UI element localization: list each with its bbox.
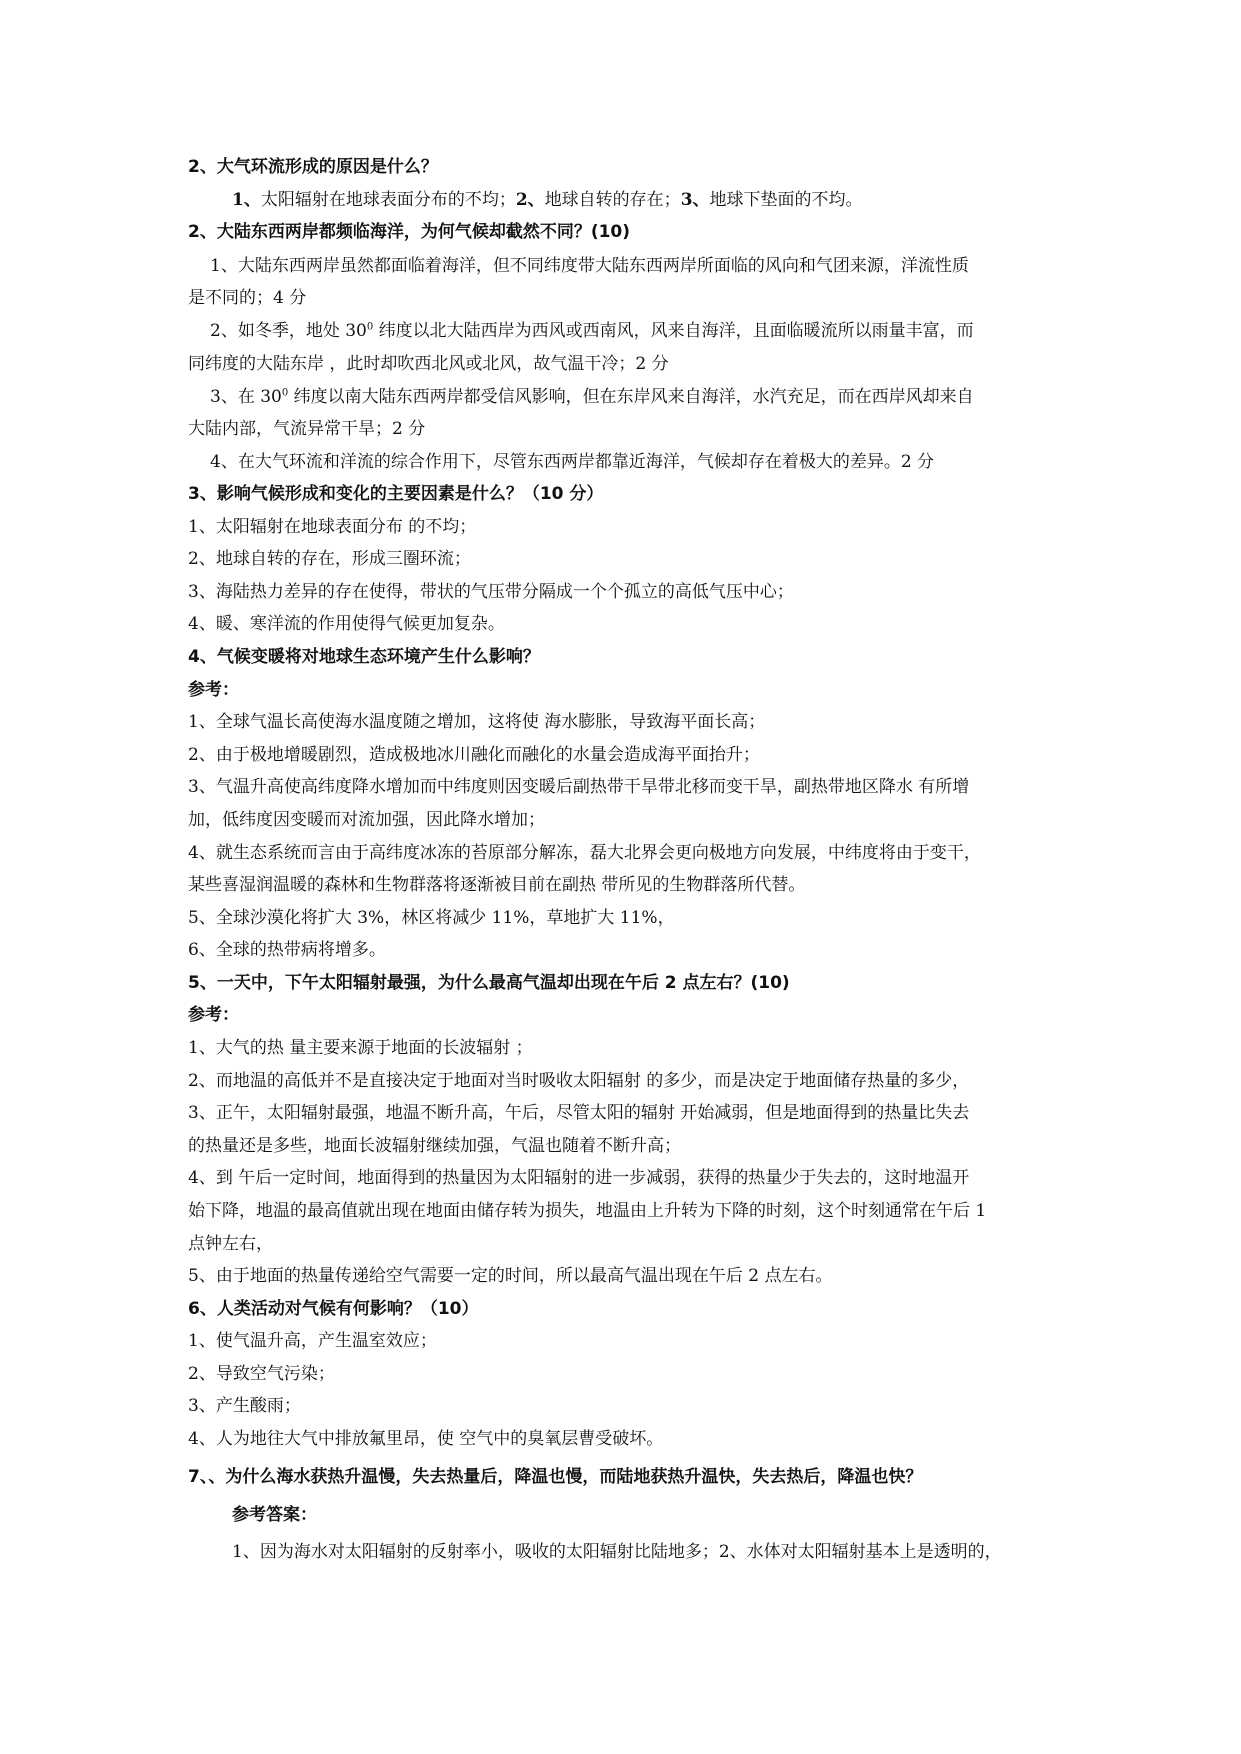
list-item: 4、人为地往大气中排放氟里昂，使 空气中的臭氧层曹受破坏。 [188, 1429, 664, 1449]
list-item: 加，低纬度因变暖而对流加强，因此降水增加； [188, 810, 545, 830]
list-item: 3、气温升高使高纬度降水增加而中纬度则因变暖后副热带干旱带北移而变干旱，副热带地区降水 有所增 [188, 777, 970, 797]
answer-number: 1、 [232, 190, 261, 210]
paragraph-line [210, 385, 974, 409]
paragraph-line: 是不同的；4 分 [188, 288, 307, 308]
answer-text: 地球下垫面的不均。 [709, 190, 863, 210]
list-item: 3、产生酸雨； [188, 1396, 301, 1416]
list-item: 2、地球自转的存在，形成三圈环流； [188, 549, 471, 569]
list-item: 点钟左右， [188, 1234, 273, 1254]
question-6-title: 6、人类活动对气候有何影响？（10） [188, 1299, 479, 1319]
paragraph-line: 大陆内部，气流异常干旱；2 分 [188, 419, 426, 439]
paragraph-line: 1、大陆东西两岸虽然都面临着海洋，但不同纬度带大陆东西两岸所面临的风向和气团来源，洋流性质 [210, 256, 969, 276]
question-3-title: 3、影响气候形成和变化的主要因素是什么？（10 分） [188, 484, 604, 504]
reference-label: 参考： [188, 680, 239, 700]
degree-superscript: 0 [366, 321, 374, 333]
question-2b-title: 2、大陆东西两岸都频临海洋，为何气候却截然不同？(10) [188, 222, 631, 242]
question-2a-title: 2、大气环流形成的原因是什么？ [188, 157, 438, 177]
list-item: 3、海陆热力差异的存在使得，带状的气压带分隔成一个个孤立的高低气压中心； [188, 582, 794, 602]
answer-number: 2、 [515, 190, 545, 210]
answer-text: 太阳辐射在地球表面分布的不均； [260, 190, 516, 210]
list-item: 2、由于极地增暖剧烈，造成极地冰川融化而融化的水量会造成海平面抬升； [188, 745, 760, 765]
question-2a-answer [232, 188, 863, 212]
list-item: 4、到 午后一定时间，地面得到的热量因为太阳辐射的进一步减弱，获得的热量少于失去的，这时地温开 [188, 1168, 970, 1188]
paragraph-line: 同纬度的大陆东岸 ，此时却吹西北风或北风，故气温干冷；2 分 [188, 354, 669, 374]
text-segment: 纬度以南大陆东西两岸都受信风影响，但在东岸风来自海洋，水汽充足，而在西岸风却来自 [288, 387, 974, 407]
reference-label: 参考： [188, 1005, 239, 1025]
question-5-title: 5、一天中，下午太阳辐射最强，为什么最高气温却出现在午后 2 点左右？(10) [188, 973, 790, 993]
list-item: 2、而地温的高低并不是直接决定于地面对当时吸收太阳辐射 的多少，而是决定于地面储存热量的多少， [188, 1071, 970, 1091]
list-item: 1、大气的热 量主要来源于地面的长波辐射 ； [188, 1038, 533, 1058]
list-item: 6、全球的热带病将增多。 [188, 940, 386, 960]
degree-superscript: 0 [281, 387, 289, 399]
list-item: 1、全球气温长高使海水温度随之增加，这将使 海水膨胀，导致海平面长高； [188, 712, 766, 732]
paragraph-line: 1、因为海水对太阳辐射的反射率小，吸收的太阳辐射比陆地多；2、水体对太阳辐射基本上是透明的， [232, 1542, 1002, 1562]
list-item: 1、使气温升高，产生温室效应； [188, 1331, 437, 1351]
text-segment: 纬度以北大陆西岸为西风或西南风，风来自海洋，且面临暖流所以雨量丰富，而 [373, 321, 974, 341]
list-item: 3、正午，太阳辐射最强，地温不断升高，午后，尽管太阳的辐射 开始减弱，但是地面得到的热量比失去 [188, 1103, 970, 1123]
list-item: 4、就生态系统而言由于高纬度冰冻的苔原部分解冻，磊大北界会更向极地方向发展，中纬度将由于变干， [188, 843, 981, 863]
text-segment: 2、如冬季，地处 30 [210, 321, 367, 341]
list-item: 始下降，地温的最高值就出现在地面由储存转为损失，地温由上升转为下降的时刻，这个时刻通常在午后 1 [188, 1201, 987, 1221]
list-item: 2、导致空气污染； [188, 1364, 335, 1384]
paragraph-line [210, 319, 974, 343]
reference-answer-label: 参考答案： [232, 1505, 317, 1525]
paragraph-line: 4、在大气环流和洋流的综合作用下，尽管东西两岸都靠近海洋，气候却存在着极大的差异。2 分 [210, 452, 935, 472]
list-item: 5、全球沙漠化将扩大 3%，林区将减少 11%，草地扩大 11%， [188, 908, 675, 928]
list-item: 某些喜湿润温暖的森林和生物群落将逐渐被目前在副热 带所见的生物群落所代替。 [188, 875, 806, 895]
answer-text: 地球自转的存在； [544, 190, 681, 210]
list-item: 4、暖、寒洋流的作用使得气候更加复杂。 [188, 614, 505, 634]
list-item: 1、太阳辐射在地球表面分布 的不均； [188, 517, 477, 537]
list-item: 的热量还是多些，地面长波辐射继续加强，气温也随着不断升高； [188, 1136, 681, 1156]
question-7-title: 7、、为什么海水获热升温慢，失去热量后，降温也慢，而陆地获热升温快，失去热后，降温也快？ [188, 1467, 923, 1487]
question-4-title: 4、气候变暖将对地球生态环境产生什么影响？ [188, 647, 540, 667]
list-item: 5、由于地面的热量传递给空气需要一定的时间，所以最高气温出现在午后 2 点左右。 [188, 1266, 833, 1286]
text-segment: 3、在 30 [210, 387, 282, 407]
answer-number: 3、 [680, 190, 710, 210]
